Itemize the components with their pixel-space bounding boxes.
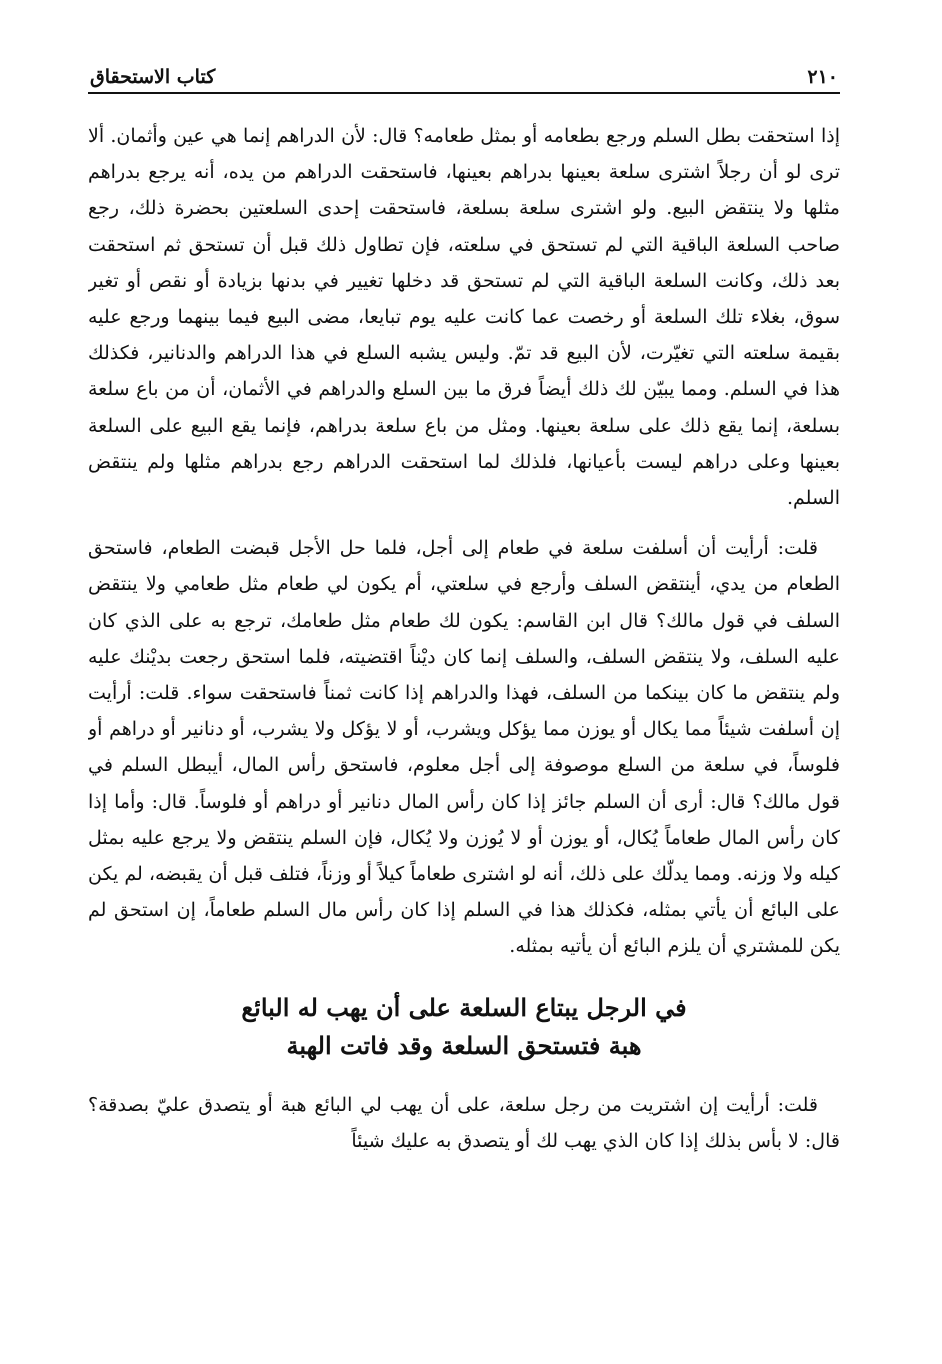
paragraph-3: قلت: أرأيت إن اشتريت من رجل سلعة، على أن يهب لي البائع هبة أو يتصدق عليّ بصدقة؟ قال: لا بأس بذلك إذا كان الذي يهب لك أو يتصدق به عليك شيئاً [88, 1093, 840, 1152]
chapter-heading [88, 989, 840, 1065]
chapter-heading-line-2: هبة فتستحق السلعة وقد فاتت الهبة [286, 1030, 642, 1060]
running-header [88, 58, 840, 94]
paragraph-2: قلت: أرأيت أن أسلفت سلعة في طعام إلى أجل، فلما حل الأجل قبضت الطعام، فاستحق الطعام من يدي، أينتقض السلف وأرجع في سلعتي، أم يكون لي طعام مثل طعامي ولا ينتقض السلف في قول مالك؟ قال ابن القاسم: يكون لك طعام مثل طعامك، ترجع به على الذي كان عليه السلف، ولا ينتقض السلف، والسلف إنما كان ديْناً اقتضيته، فلما استحق رجعت بديْنك عليه ولم ينتقض ما كان بينكما من السلف، فهذا والدراهم إذا كانت ثمناً فاستحقت سواء. قلت: أرأيت إن أسلفت شيئاً مما يكال أو يوزن مما يؤكل ويشرب، أو لا يؤكل ولا يشرب، أو دنانير أو دراهم أو فلوساً، في سلعة من السلع موصوفة إلى أجل معلوم، فاستحق رأس المال، أيبطل السلم في قول مالك؟ قال: أرى أن السلم جائز إذا كان رأس المال دنانير أو دراهم أو فلوساً. قال: وأما إذا كان رأس المال طعاماً يُكال، أو يوزن أو لا يُوزن ولا يُكال، فإن السلم ينتقض ولا يرجع عليه بمثل كيله ولا وزنه. ومما يدلّك على ذلك، أنه لو اشترى طعاماً كيلاً أو وزناً، فتلف قبل أن يقبضه، لم يكن على البائع أن يأتي بمثله، فكذلك هذا في السلم إذا كان رأس مال السلم طعاماً، إن استحق لم يكن للمشتري أن يلزم البائع أن يأتيه بمثله. [88, 537, 840, 958]
book-title: كتاب الاستحقاق [90, 66, 216, 88]
book-page [88, 58, 840, 1348]
paragraph-1: إذا استحقت بطل السلم ورجع بطعامه أو بمثل طعامه؟ قال: لأن الدراهم إنما هي عين وأثمان. ألا ترى لو أن رجلاً اشترى سلعة بعينها بدراهم بعينها، فاستحقت الدراهم من يده، أنه يرجع بدراهم مثلها ولا ينتقض البيع. ولو اشترى سلعة بسلعة، فاستحقت إحدى السلعتين بحضرة ذلك، رجع صاحب السلعة الباقية التي لم تستحق في سلعته، فإن تطاول ذلك قبل أن تستحق ثم استحقت بعد ذلك، وكانت السلعة الباقية التي لم تستحق قد دخلها تغيير في بدنها بزيادة أو نقص أو تغير سوق، بغلاء تلك السلعة أو رخصت عما كانت عليه يوم تبايعا، مضى البيع فيما بينهما ورجع عليه بقيمة سلعته التي تغيّرت، لأن البيع قد تمّ. وليس يشبه السلع في هذا الدراهم والدنانير، فكذلك هذا في السلم. ومما يبيّن لك ذلك أيضاً فرق ما بين السلع والدراهم في الأثمان، أن من باع سلعة بسلعة، إنما يقع ذلك على سلعة بعينها. ومثل من باع سلعة بدراهم، فإنما يقع البيع على السلعة بعينها وعلى دراهم ليست بأعيانها، فلذلك لما استحقت الدراهم رجع بدراهم مثلها ولم ينتقض السلم. [88, 125, 840, 510]
page-number: ٢١٠ [807, 66, 838, 88]
body-text [88, 118, 840, 1159]
chapter-heading-line-1: في الرجل يبتاع السلعة على أن يهب له البائع [241, 992, 687, 1022]
